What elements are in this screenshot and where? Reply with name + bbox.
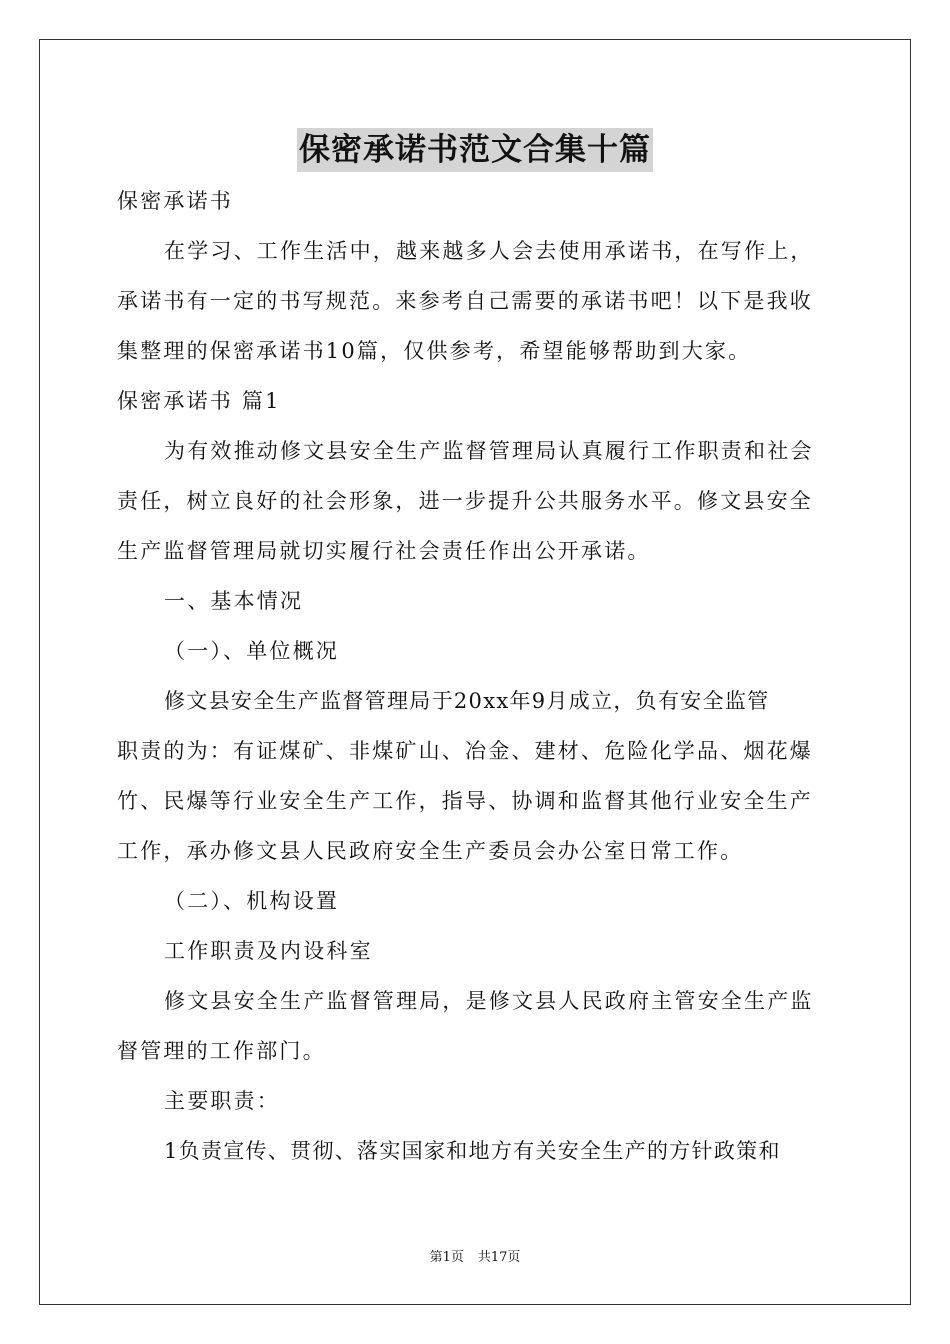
paragraph-line: 为有效推动修文县安全生产监督管理局认真履行工作职责和社会 <box>164 439 814 463</box>
title-block <box>0 128 950 172</box>
paragraph-line: 督管理的工作部门。 <box>117 1039 326 1063</box>
subheading: 工作职责及内设科室 <box>164 939 373 963</box>
section-heading: 保密承诺书 篇1 <box>117 389 281 413</box>
page-number: 第1页 <box>429 1250 464 1265</box>
page-total: 共17页 <box>477 1250 521 1265</box>
paragraph-line: 修文县安全生产监督管理局于20xx年9月成立，负有安全监管 <box>164 689 770 713</box>
paragraph-line: 竹、民爆等行业安全生产工作，指导、协调和监督其他行业安全生产 <box>117 789 813 813</box>
paragraph-line: 在学习、工作生活中，越来越多人会去使用承诺书，在写作上， <box>164 239 814 263</box>
subheading: （二）、机构设置 <box>164 889 340 913</box>
document-title: 保密承诺书范文合集十篇 <box>297 128 653 172</box>
paragraph-line: 职责的为：有证煤矿、非煤矿山、冶金、建材、危险化学品、烟花爆 <box>117 739 813 763</box>
paragraph-line: 工作，承办修文县人民政府安全生产委员会办公室日常工作。 <box>117 839 744 863</box>
paragraph-line: 集整理的保密承诺书10篇，仅供参考，希望能够帮助到大家。 <box>117 339 752 363</box>
paragraph-line: 责任，树立良好的社会形象，进一步提升公共服务水平。修文县安全 <box>117 489 813 513</box>
paragraph-line: 修文县安全生产监督管理局，是修文县人民政府主管安全生产监 <box>164 989 814 1013</box>
document-body <box>117 176 834 1176</box>
subheading: （一）、单位概况 <box>164 639 340 663</box>
paragraph-line: 1负责宣传、贯彻、落实国家和地方有关安全生产的方针政策和 <box>164 1139 781 1163</box>
paragraph-line: 承诺书有一定的书写规范。来参考自己需要的承诺书吧！以下是我收 <box>117 289 813 313</box>
page-footer <box>0 1246 950 1265</box>
subheading: 一、基本情况 <box>164 589 304 613</box>
section-heading: 保密承诺书 <box>117 189 233 213</box>
paragraph-line: 生产监督管理局就切实履行社会责任作出公开承诺。 <box>117 539 651 563</box>
subheading: 主要职责： <box>164 1089 280 1113</box>
